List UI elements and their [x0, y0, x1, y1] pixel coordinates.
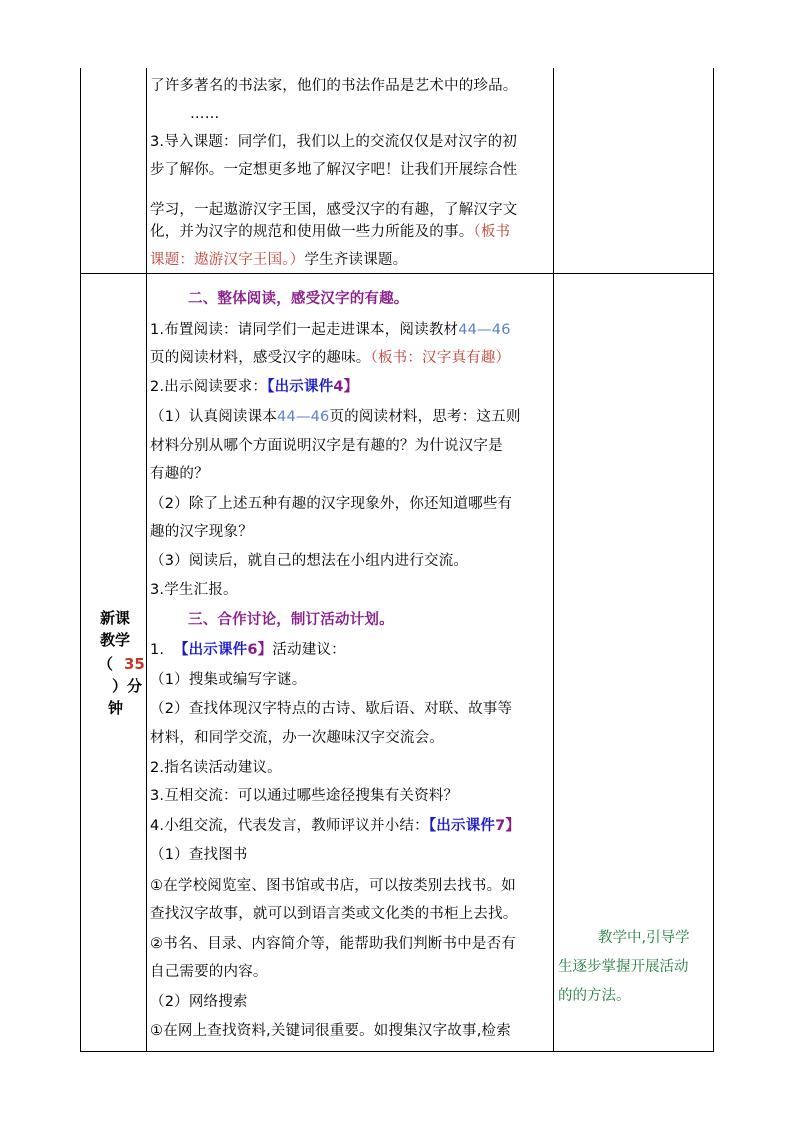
section-heading: 二、整体阅读，感受汉字的有趣。 [188, 291, 409, 307]
table-border-right [713, 68, 714, 1052]
text-line: 查找汉字故事，就可以到语言类或文化类的书柜上去找。 [150, 906, 518, 922]
text-line: ①在网上查找资料,关键词很重要。如搜集汉字故事,检索 [150, 1023, 511, 1039]
text-line: 自己需要的内容。 [150, 964, 268, 980]
courseware-tag: 【出示课件 [428, 818, 496, 834]
text-line: 材料分别从哪个方面说明汉字是有趣的？为什说汉字是 [150, 438, 503, 454]
text-line: （2）网络搜索 [150, 994, 248, 1010]
text-line: 学习，一起遨游汉字王国，感受汉字的有趣，了解汉字文 [150, 202, 518, 218]
courseware-number: 6】 [247, 642, 273, 658]
section-label-2: 教学 [100, 631, 131, 649]
text-line: （1）查找图书 [150, 847, 248, 863]
page-range: 44—46 [458, 322, 511, 338]
side-note-line: 生逐步掌握开展活动 [558, 959, 689, 975]
table-border-left [80, 68, 81, 1052]
row-divider [80, 273, 714, 274]
side-note-line: 的的方法。 [558, 988, 631, 1004]
text-line [150, 348, 550, 368]
text-line: （2）除了上述五种有趣的汉字现象外，你还知道哪些有 [150, 496, 513, 512]
section-heading: 三、合作讨论，制订活动计划。 [188, 612, 394, 628]
text-line: 有趣的？ [150, 466, 209, 482]
courseware-number: 4】 [333, 379, 359, 395]
table-border-bottom [80, 1051, 714, 1052]
courseware-tag: 【出示课件 [267, 379, 334, 395]
table-divider-2 [553, 68, 554, 1052]
text-line [150, 640, 550, 660]
text-line: （1）搜集或编写字谜。 [150, 672, 307, 688]
section-label-4: 钟 [108, 699, 124, 717]
text-line: 2.指名读活动建议。 [150, 760, 282, 776]
text-segment: 活动建议： [272, 642, 346, 658]
text-segment: 4.小组交流，代表发言，教师评议并小结： [150, 818, 429, 834]
text-line: ①在学校阅览室、图书馆或书店，可以按类别去找书。如 [150, 878, 516, 894]
section-label-minutes: 35 [124, 655, 145, 673]
text-line: 步了解你。一定想更多地了解汉字吧！让我们开展综合性 [150, 162, 518, 178]
text-line: 3.导入课题：同学们，我们以上的交流仅仅是对汉字的初 [150, 134, 518, 150]
text-line [150, 250, 550, 270]
text-segment: 1. [150, 642, 165, 658]
text-line [150, 222, 550, 242]
text-segment: 页的阅读材料，思考：这五则 [329, 409, 521, 425]
text-line: （2）查找体现汉字特点的古诗、歇后语、对联、故事等 [150, 701, 513, 717]
ellipsis: …… [190, 106, 220, 122]
text-line: ②书名、目录、内容简介等，能帮助我们判断书中是否有 [150, 936, 516, 952]
courseware-number: 7】 [495, 818, 521, 834]
section-label-paren: （ [98, 655, 114, 673]
text-line [150, 407, 550, 427]
board-note: 课题：遨游汉字王国。） [150, 252, 305, 268]
text-line: 3.学生汇报。 [150, 582, 238, 598]
table-divider-1 [146, 68, 147, 1052]
side-note-line: 教学中,引导学 [598, 930, 690, 946]
section-label-1: 新课 [100, 609, 131, 627]
text-line [150, 377, 550, 397]
text-line [150, 816, 550, 836]
text-segment: （1）认真阅读课本 [150, 409, 278, 425]
text-segment: 化，并为汉字的规范和使用做一些力所能及的事。 [150, 224, 474, 240]
text-line: 材料，和同学交流，办一次趣味汉字交流会。 [150, 730, 444, 746]
text-line [150, 320, 550, 340]
text-line: 3.互相交流：可以通过哪些途径搜集有关资料？ [150, 788, 459, 804]
courseware-tag: 【出示课件 [173, 642, 248, 658]
page-range: 44—46 [277, 409, 330, 425]
text-line: 趣的汉字现象？ [150, 524, 253, 540]
board-note: （板书：汉字真有趣） [370, 350, 511, 366]
section-label-3: ）分 [112, 677, 143, 695]
text-segment: 1.布置阅读：请同学们一起走进课本，阅读教材 [150, 322, 459, 338]
text-segment: 页的阅读材料，感受汉字的趣味。 [150, 350, 371, 366]
text-segment: 学生齐读课题。 [304, 252, 408, 268]
text-line: （3）阅读后，就自己的想法在小组内进行交流。 [150, 553, 469, 569]
board-note: （板书 [473, 224, 511, 240]
text-line: 了许多著名的书法家，他们的书法作品是艺术中的珍品。 [150, 78, 518, 94]
text-segment: 2.出示阅读要求： [150, 379, 268, 395]
